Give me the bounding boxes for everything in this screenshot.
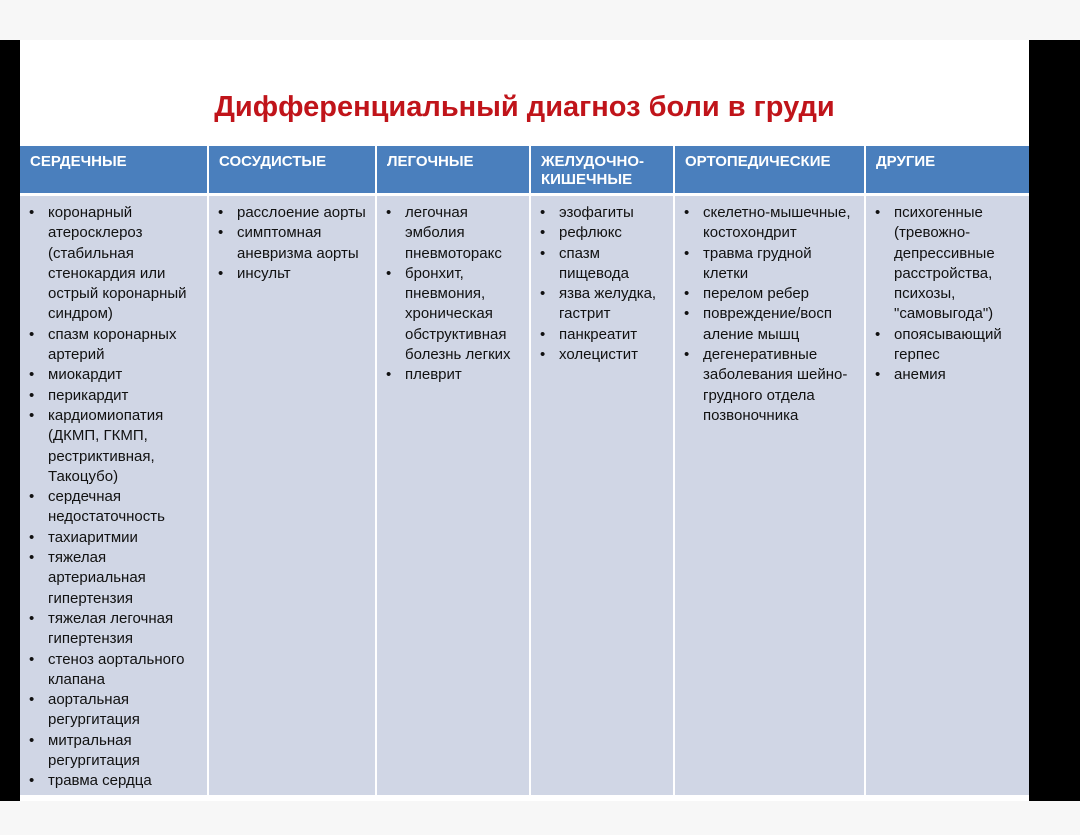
list-item	[26, 609, 203, 650]
list-item	[872, 365, 1025, 385]
bullet-icon: •	[684, 305, 690, 323]
bullet-icon: •	[684, 244, 690, 262]
bullet-icon: •	[218, 204, 224, 221]
list-item	[681, 244, 860, 285]
list-item	[872, 325, 1025, 366]
list-item	[383, 264, 525, 365]
list-item	[537, 223, 669, 243]
list-item-text: легочная эмболия пневмоторакс	[405, 204, 502, 262]
cell-cardiac	[20, 195, 208, 796]
list-pulmonary	[383, 203, 525, 386]
list-cardiac	[26, 203, 203, 792]
bullet-icon: •	[540, 325, 546, 343]
list-item	[26, 731, 203, 772]
list-item	[26, 650, 203, 691]
bullet-icon: •	[29, 549, 35, 567]
header-vascular: СОСУДИСТЫЕ	[208, 146, 376, 195]
list-item-text: язва желудка, гастрит	[559, 285, 657, 323]
list-item	[537, 203, 669, 223]
list-item	[681, 203, 860, 244]
header-pulmonary: ЛЕГОЧНЫЕ	[376, 146, 530, 195]
list-item-text: спазм пищевода	[559, 244, 629, 282]
list-item	[383, 203, 525, 264]
list-item	[215, 203, 371, 223]
cell-other	[865, 195, 1029, 796]
bullet-icon: •	[218, 264, 224, 282]
bullet-icon: •	[29, 325, 35, 343]
list-item	[26, 406, 203, 487]
list-vascular	[215, 203, 371, 284]
list-item	[26, 487, 203, 528]
list-item-text: психогенные (тревожно-депрессивные расстройства, психозы, "самовыгода")	[894, 204, 995, 323]
bullet-icon: •	[875, 366, 881, 384]
bullet-icon: •	[540, 224, 546, 242]
list-item	[26, 528, 203, 548]
list-item	[26, 771, 203, 791]
header-cardiac: СЕРДЕЧНЫЕ	[20, 146, 208, 195]
list-item-text: тахиаритмии	[48, 528, 138, 546]
bullet-icon: •	[29, 488, 35, 506]
list-item-text: аортальная регургитация	[48, 691, 140, 729]
list-item	[26, 203, 203, 325]
content-row	[20, 195, 1029, 796]
page-title: Дифференциальный диагноз боли в груди	[214, 91, 835, 123]
bullet-icon: •	[29, 366, 35, 384]
bullet-icon: •	[386, 366, 392, 384]
header-orthopedic: ОРТОПЕДИЧЕСКИЕ	[674, 146, 865, 195]
bullet-icon: •	[540, 204, 546, 221]
list-item-text: сердечная недостаточность	[48, 488, 165, 526]
list-item-text: травма грудной клетки	[703, 244, 812, 282]
bullet-icon: •	[875, 204, 881, 221]
bullet-icon: •	[386, 204, 392, 221]
cell-gastrointestinal	[530, 195, 674, 796]
list-item-text: скелетно-мышечные, костохондрит	[703, 204, 851, 242]
list-item	[681, 345, 860, 426]
diagnosis-table	[20, 146, 1029, 795]
bullet-icon: •	[29, 691, 35, 709]
list-item-text: анемия	[894, 366, 946, 384]
list-item	[26, 325, 203, 366]
list-item	[537, 244, 669, 285]
list-item	[537, 325, 669, 345]
bullet-icon: •	[218, 224, 224, 242]
bullet-icon: •	[540, 244, 546, 262]
list-item-text: повреждение/восп аление мышц	[703, 305, 833, 343]
bullet-icon: •	[29, 650, 35, 668]
list-item-text: стеноз аортального клапана	[48, 650, 185, 688]
bullet-icon: •	[29, 406, 35, 424]
cell-orthopedic	[674, 195, 865, 796]
list-item	[26, 548, 203, 609]
list-item	[215, 223, 371, 264]
list-item	[215, 264, 371, 284]
list-item	[26, 386, 203, 406]
list-orthopedic	[681, 203, 860, 426]
list-item	[872, 203, 1025, 325]
list-item-text: дегенеративные заболевания шейно-грудного отдела позвоночника	[703, 346, 848, 424]
bullet-icon: •	[684, 285, 690, 303]
bullet-icon: •	[540, 346, 546, 364]
list-item-text: травма сердца	[48, 772, 152, 790]
header-other: ДРУГИЕ	[865, 146, 1029, 195]
list-item	[537, 345, 669, 365]
list-item-text: тяжелая артериальная гипертензия	[48, 549, 146, 607]
bullet-icon: •	[29, 609, 35, 627]
list-item-text: коронарный атеросклероз (стабильная стенокардия или острый коронарный синдром)	[48, 204, 187, 323]
bullet-icon: •	[29, 731, 35, 749]
list-item-text: симптомная аневризма аорты	[237, 224, 359, 262]
list-item-text: инсульт	[237, 264, 291, 282]
list-item	[26, 690, 203, 731]
list-item	[537, 284, 669, 325]
header-row	[20, 146, 1029, 195]
list-item	[681, 284, 860, 304]
list-item-text: митральная регургитация	[48, 731, 140, 770]
list-item	[681, 304, 860, 345]
bullet-icon: •	[875, 325, 881, 343]
bullet-icon: •	[29, 386, 35, 404]
list-item-text: тяжелая легочная гипертензия	[48, 609, 174, 648]
list-item-text: плеврит	[405, 366, 462, 384]
list-item-text: холецистит	[559, 346, 639, 364]
bullet-icon: •	[540, 285, 546, 303]
list-item-text: перелом ребер	[703, 285, 810, 303]
list-item-text: кардиомиопатия (ДКМП, ГКМП, рестриктивная, Такоцубо)	[48, 406, 164, 485]
list-item-text: миокардит	[48, 366, 123, 384]
list-item-text: опоясывающий герпес	[894, 325, 1002, 364]
slide	[20, 40, 1029, 801]
list-item-text: расслоение аорты	[237, 204, 366, 221]
list-other	[872, 203, 1025, 386]
list-gastrointestinal	[537, 203, 669, 365]
bullet-icon: •	[684, 346, 690, 364]
bullet-icon: •	[29, 528, 35, 546]
bullet-icon: •	[684, 204, 690, 221]
list-item-text: панкреатит	[559, 325, 638, 343]
list-item-text: бронхит, пневмония, хроническая обструктивная болезнь легких	[405, 264, 511, 364]
cell-vascular	[208, 195, 376, 796]
list-item-text: эзофагиты	[559, 204, 634, 221]
list-item-text: спазм коронарных артерий	[48, 325, 177, 364]
bullet-icon: •	[29, 204, 35, 221]
cell-pulmonary	[376, 195, 530, 796]
list-item	[26, 365, 203, 385]
bullet-icon: •	[29, 772, 35, 790]
list-item	[383, 365, 525, 385]
header-gastrointestinal: ЖЕЛУДОЧНО-КИШЕЧНЫЕ	[530, 146, 674, 195]
bullet-icon: •	[386, 264, 392, 282]
list-item-text: перикардит	[48, 386, 129, 404]
list-item-text: рефлюкс	[559, 224, 622, 242]
